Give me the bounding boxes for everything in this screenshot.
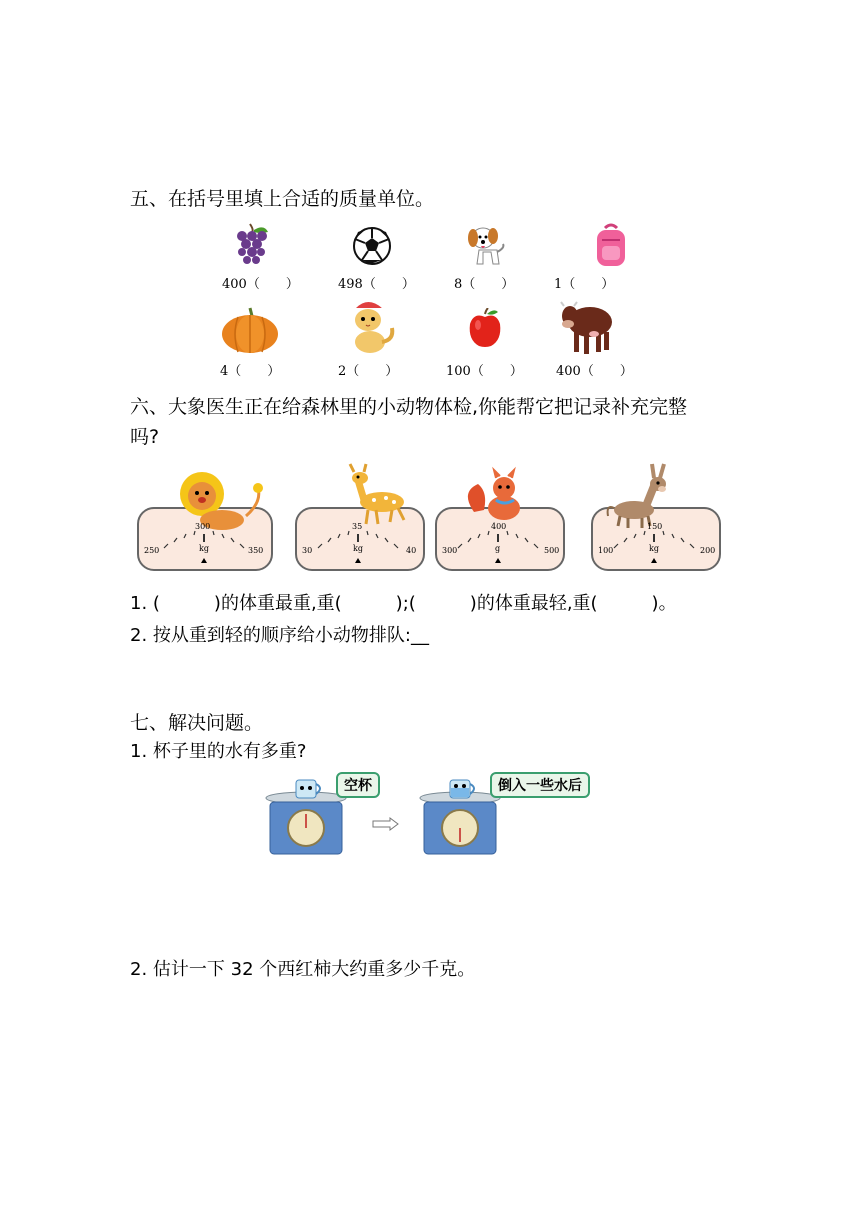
scale-max: 500 bbox=[544, 546, 560, 555]
section6-title: 六、大象医生正在给森林里的小动物体检,你能帮它把记录补充完整 bbox=[130, 396, 688, 418]
scale-unit: kg bbox=[199, 544, 209, 553]
section5-title: 五、在括号里填上合适的质量单位。 bbox=[130, 188, 435, 210]
item-label: 100（ ） bbox=[446, 364, 523, 379]
scale-max: 350 bbox=[248, 546, 264, 555]
pumpkin-icon bbox=[220, 304, 280, 358]
scale-donkey bbox=[590, 462, 722, 572]
item-label: 400（ ） bbox=[222, 277, 299, 292]
cow-icon bbox=[558, 296, 616, 362]
item-label: 8（ ） bbox=[454, 277, 515, 292]
section7-title: 七、解决问题。 bbox=[130, 712, 264, 734]
item-label: 400（ ） bbox=[556, 364, 633, 379]
question-7-2: 2. 估计一下 32 个西红柿大约重多少千克。 bbox=[130, 959, 476, 980]
question-7-1: 1. 杯子里的水有多重? bbox=[130, 741, 307, 762]
question-6-2: 2. 按从重到轻的顺序给小动物排队:__ bbox=[130, 625, 429, 646]
grapes-icon bbox=[232, 222, 272, 270]
scale-lion bbox=[136, 462, 274, 572]
scale-max: 40 bbox=[406, 546, 417, 555]
scale-unit: kg bbox=[353, 544, 363, 553]
arrow-icon bbox=[372, 816, 400, 835]
scale-min: 250 bbox=[144, 546, 160, 555]
puppy-icon bbox=[465, 222, 507, 272]
scale-min: 100 bbox=[598, 546, 614, 555]
scale-mid: 400 bbox=[491, 522, 507, 531]
scale-min: 30 bbox=[302, 546, 313, 555]
scale-mid: 35 bbox=[352, 522, 363, 531]
scale-unit: kg bbox=[649, 544, 659, 553]
label-water-added: 倒入一些水后 bbox=[490, 772, 590, 798]
scale-deer bbox=[294, 462, 426, 572]
soccer-ball-icon bbox=[352, 226, 392, 270]
scale-min: 300 bbox=[442, 546, 458, 555]
item-label: 1（ ） bbox=[554, 277, 615, 292]
scale-max: 200 bbox=[700, 546, 716, 555]
apple-icon bbox=[466, 308, 504, 352]
item-label: 498（ ） bbox=[338, 277, 415, 292]
section6-title-cont: 吗? bbox=[130, 426, 160, 448]
backpack-icon bbox=[594, 222, 628, 272]
label-empty-cup: 空杯 bbox=[336, 772, 380, 798]
question-6-1: 1. ( )的体重最重,重( );( )的体重最轻,重( )。 bbox=[130, 593, 677, 614]
scale-mid: 150 bbox=[647, 522, 663, 531]
scale-squirrel bbox=[434, 462, 566, 572]
item-label: 4（ ） bbox=[220, 364, 281, 379]
scale-unit: g bbox=[495, 544, 501, 553]
kitten-icon bbox=[344, 298, 398, 360]
scale-mid: 300 bbox=[195, 522, 211, 531]
item-label: 2（ ） bbox=[338, 364, 399, 379]
